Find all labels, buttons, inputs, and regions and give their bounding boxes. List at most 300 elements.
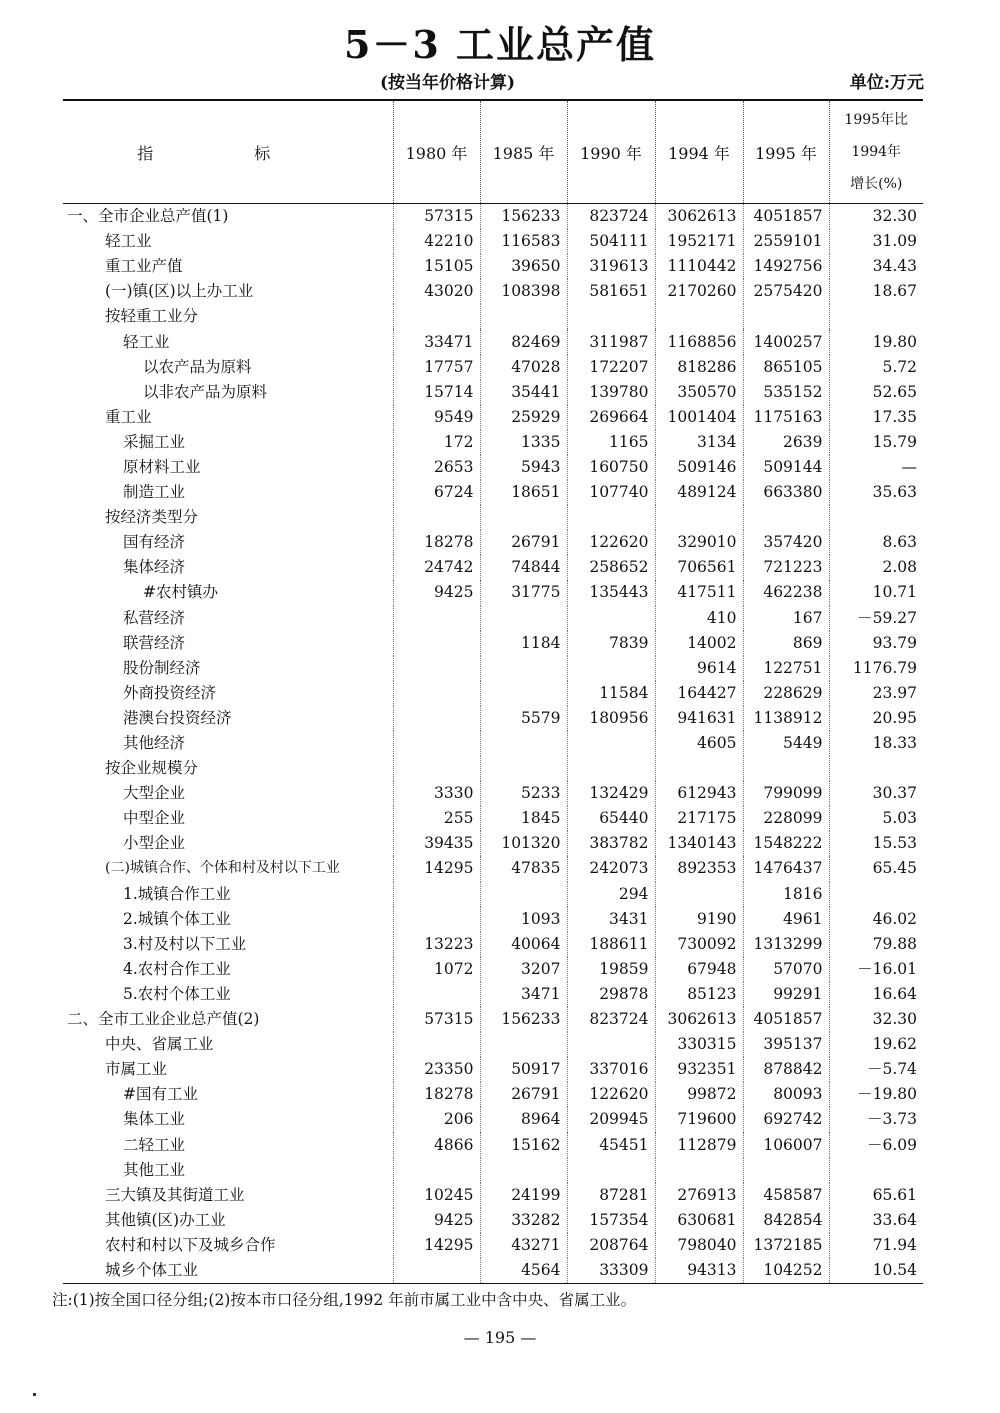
table-cell: 1175163: [743, 405, 829, 430]
table-cell: [743, 505, 829, 530]
table-cell: 932351: [655, 1057, 743, 1082]
table-cell: [743, 756, 829, 781]
row-label: #农村镇办: [143, 583, 218, 602]
table-cell: [567, 1032, 655, 1057]
table-cell: 39650: [480, 254, 567, 279]
row-label: 三大镇及其街道工业: [105, 1185, 245, 1204]
table-cell: 2575420: [743, 279, 829, 304]
table-cell: 42210: [393, 229, 480, 254]
row-label: 农村和村以下及城乡合作: [105, 1235, 276, 1254]
table-cell: [655, 304, 743, 329]
table-cell: [393, 606, 480, 631]
table-cell: [480, 681, 567, 706]
table-cell: 4866: [393, 1132, 480, 1157]
table-cell: －19.80: [829, 1082, 923, 1107]
table-cell: 30.37: [829, 781, 923, 806]
table-cell: [829, 304, 923, 329]
row-label: 中央、省属工业: [105, 1035, 214, 1054]
table-cell: 14295: [393, 856, 480, 881]
table-cell: 15162: [480, 1132, 567, 1157]
table-cell: 82469: [480, 329, 567, 354]
table-cell: 612943: [655, 781, 743, 806]
table-cell: 535152: [743, 380, 829, 405]
table-cell: 122751: [743, 656, 829, 681]
table-cell: 878842: [743, 1057, 829, 1082]
table-cell: 1476437: [743, 856, 829, 881]
table-cell: 1168856: [655, 329, 743, 354]
table-cell: 692742: [743, 1107, 829, 1132]
table-cell: 172: [393, 430, 480, 455]
row-label: 市属工业: [105, 1060, 168, 1079]
table-cell: 34.43: [829, 254, 923, 279]
table-cell: [393, 304, 480, 329]
table-cell: [480, 606, 567, 631]
table-cell: 1313299: [743, 932, 829, 957]
table-cell: －59.27: [829, 606, 923, 631]
col-header-growth: [829, 100, 923, 204]
table-cell: [567, 304, 655, 329]
table-cell: 9190: [655, 907, 743, 932]
table-row: [63, 1082, 923, 1107]
table-cell: 892353: [655, 856, 743, 881]
table-row: [63, 555, 923, 580]
table-cell: 823724: [567, 204, 655, 230]
table-row: [63, 907, 923, 932]
table-row: [63, 229, 923, 254]
table-cell: 31.09: [829, 229, 923, 254]
row-label: 轻工业: [105, 232, 152, 251]
table-cell: 721223: [743, 555, 829, 580]
row-label: 以非农产品为原料: [143, 382, 268, 401]
table-row: [63, 380, 923, 405]
table-cell: 17757: [393, 355, 480, 380]
row-label: 其他镇(区)办工业: [105, 1210, 226, 1229]
table-cell: 65440: [567, 806, 655, 831]
table-cell: 50917: [480, 1057, 567, 1082]
row-label: 外商投资经济: [123, 683, 217, 702]
row-label: 大型企业: [123, 784, 186, 803]
table-cell: 489124: [655, 480, 743, 505]
table-cell: 350570: [655, 380, 743, 405]
table-cell: 5233: [480, 781, 567, 806]
table-cell: 5449: [743, 731, 829, 756]
table-row: [63, 204, 923, 230]
table-cell: 47835: [480, 856, 567, 881]
table-cell: 24742: [393, 555, 480, 580]
table-row: [63, 1233, 923, 1258]
row-label: 采掘工业: [123, 432, 186, 451]
table-cell: 43020: [393, 279, 480, 304]
table-cell: 18278: [393, 530, 480, 555]
table-row: [63, 756, 923, 781]
table-cell: 18651: [480, 480, 567, 505]
table-cell: 26791: [480, 1082, 567, 1107]
growth-header-line-1: 1995年比: [844, 112, 909, 128]
table-cell: 101320: [480, 831, 567, 856]
table-cell: 45451: [567, 1132, 655, 1157]
table-cell: 23350: [393, 1057, 480, 1082]
row-label: 二轻工业: [123, 1135, 186, 1154]
row-label: 重工业产值: [105, 257, 183, 276]
table-row: [63, 631, 923, 656]
table-cell: 209945: [567, 1107, 655, 1132]
table-cell: 188611: [567, 932, 655, 957]
table-row: [63, 254, 923, 279]
table-cell: 4051857: [743, 1007, 829, 1032]
table-cell: 383782: [567, 831, 655, 856]
table-cell: [480, 304, 567, 329]
growth-header-line-3: 增长(%): [850, 176, 903, 192]
row-label: 重工业: [105, 407, 152, 426]
table-cell: 228099: [743, 806, 829, 831]
table-cell: 630681: [655, 1208, 743, 1233]
table-cell: [393, 505, 480, 530]
table-row: [63, 831, 923, 856]
table-cell: 172207: [567, 355, 655, 380]
table-cell: 35.63: [829, 480, 923, 505]
table-row: [63, 1007, 923, 1032]
table-cell: 1110442: [655, 254, 743, 279]
table-cell: 14002: [655, 631, 743, 656]
table-cell: 40064: [480, 932, 567, 957]
table-cell: 25929: [480, 405, 567, 430]
table-cell: 1001404: [655, 405, 743, 430]
table-cell: 57070: [743, 957, 829, 982]
table-cell: 19.80: [829, 329, 923, 354]
table-cell: 1548222: [743, 831, 829, 856]
table-cell: 3330: [393, 781, 480, 806]
table-cell: 730092: [655, 932, 743, 957]
table-cell: 3207: [480, 957, 567, 982]
table-cell: 1372185: [743, 1233, 829, 1258]
table-cell: －3.73: [829, 1107, 923, 1132]
industrial-output-table: [63, 99, 923, 1284]
table-cell: 18278: [393, 1082, 480, 1107]
table-cell: 9425: [393, 1208, 480, 1233]
table-cell: 4051857: [743, 204, 829, 230]
page-number: — 195 —: [463, 1328, 537, 1347]
table-cell: 1093: [480, 907, 567, 932]
table-cell: 206: [393, 1107, 480, 1132]
table-cell: 1492756: [743, 254, 829, 279]
row-label: 轻工业: [123, 332, 170, 351]
row-label: 2.城镇个体工业: [123, 909, 231, 928]
table-cell: 6724: [393, 480, 480, 505]
table-cell: [393, 631, 480, 656]
table-cell: 1138912: [743, 706, 829, 731]
table-cell: [480, 505, 567, 530]
table-cell: 20.95: [829, 706, 923, 731]
table-cell: 509146: [655, 455, 743, 480]
table-cell: 217175: [655, 806, 743, 831]
table-cell: 329010: [655, 530, 743, 555]
table-row: [63, 405, 923, 430]
table-cell: 5.03: [829, 806, 923, 831]
table-cell: 14295: [393, 1233, 480, 1258]
table-cell: 417511: [655, 580, 743, 605]
table-cell: 15105: [393, 254, 480, 279]
table-cell: 869: [743, 631, 829, 656]
table-cell: 9549: [393, 405, 480, 430]
table-cell: 294: [567, 882, 655, 907]
table-cell: 11584: [567, 681, 655, 706]
row-label: 按企业规模分: [105, 759, 199, 778]
table-cell: 16.64: [829, 982, 923, 1007]
table-cell: 258652: [567, 555, 655, 580]
table-row: [63, 681, 923, 706]
unit-label: 单位:万元: [849, 73, 924, 93]
table-row: [63, 1057, 923, 1082]
table-cell: 15.53: [829, 831, 923, 856]
row-label: 国有经济: [123, 533, 186, 552]
table-cell: 1845: [480, 806, 567, 831]
table-cell: 2653: [393, 455, 480, 480]
table-row: [63, 1132, 923, 1157]
table-row: [63, 1208, 923, 1233]
table-cell: 47028: [480, 355, 567, 380]
table-row: [63, 580, 923, 605]
page-title: 5－3 工业总产值: [343, 22, 657, 67]
table-cell: 319613: [567, 254, 655, 279]
row-label: 联营经济: [123, 633, 186, 652]
table-cell: 57315: [393, 204, 480, 230]
table-cell: 3062613: [655, 1007, 743, 1032]
table-cell: [393, 1258, 480, 1284]
table-cell: 8964: [480, 1107, 567, 1132]
table-cell: [480, 731, 567, 756]
table-cell: 79.88: [829, 932, 923, 957]
table-cell: [567, 756, 655, 781]
table-cell: 32.30: [829, 204, 923, 230]
table-cell: [480, 756, 567, 781]
table-cell: 99291: [743, 982, 829, 1007]
table-cell: 43271: [480, 1233, 567, 1258]
table-cell: [480, 1158, 567, 1183]
table-cell: 122620: [567, 1082, 655, 1107]
table-cell: 509144: [743, 455, 829, 480]
table-row: [63, 1183, 923, 1208]
table-cell: 180956: [567, 706, 655, 731]
col-header-1985: 1985 年: [480, 100, 567, 204]
table-cell: 719600: [655, 1107, 743, 1132]
table-row: [63, 882, 923, 907]
table-row: [63, 1158, 923, 1183]
table-cell: －5.74: [829, 1057, 923, 1082]
table-cell: 99872: [655, 1082, 743, 1107]
table-row: [63, 304, 923, 329]
row-label: 港澳台投资经济: [123, 708, 232, 727]
row-label: 一、全市企业总产值(1): [67, 207, 229, 226]
table-cell: 33.64: [829, 1208, 923, 1233]
table-cell: 33309: [567, 1258, 655, 1284]
table-cell: [393, 681, 480, 706]
table-cell: 799099: [743, 781, 829, 806]
table-row: [63, 1032, 923, 1057]
table-cell: 157354: [567, 1208, 655, 1233]
table-cell: 842854: [743, 1208, 829, 1233]
table-cell: 581651: [567, 279, 655, 304]
row-label: 股份制经济: [123, 658, 201, 677]
row-label: 私营经济: [123, 608, 186, 627]
row-label: 1.城镇合作工业: [123, 884, 231, 903]
table-cell: 3134: [655, 430, 743, 455]
table-cell: 106007: [743, 1132, 829, 1157]
table-cell: 132429: [567, 781, 655, 806]
table-cell: 337016: [567, 1057, 655, 1082]
row-label: 4.农村合作工业: [123, 959, 231, 978]
table-cell: [743, 1158, 829, 1183]
table-row: [63, 1107, 923, 1132]
table-row: [63, 856, 923, 881]
table-cell: 18.33: [829, 731, 923, 756]
table-cell: 160750: [567, 455, 655, 480]
table-cell: 1072: [393, 957, 480, 982]
table-cell: 4564: [480, 1258, 567, 1284]
table-cell: 663380: [743, 480, 829, 505]
table-cell: [829, 1158, 923, 1183]
table-cell: 5579: [480, 706, 567, 731]
table-cell: [567, 1158, 655, 1183]
table-cell: 15.79: [829, 430, 923, 455]
table-cell: 504111: [567, 229, 655, 254]
row-label: 小型企业: [123, 834, 186, 853]
growth-header-line-2: 1994年: [851, 144, 902, 160]
table-cell: 228629: [743, 681, 829, 706]
table-cell: 10.54: [829, 1258, 923, 1284]
table-cell: [393, 907, 480, 932]
table-cell: [567, 606, 655, 631]
table-cell: 80093: [743, 1082, 829, 1107]
table-cell: [480, 656, 567, 681]
table-cell: 71.94: [829, 1233, 923, 1258]
table-row: [63, 430, 923, 455]
table-cell: [393, 706, 480, 731]
table-cell: 357420: [743, 530, 829, 555]
table-row: [63, 1258, 923, 1284]
table-cell: 164427: [655, 681, 743, 706]
row-label: 制造工业: [123, 483, 186, 502]
table-cell: 311987: [567, 329, 655, 354]
table-cell: 46.02: [829, 907, 923, 932]
row-label: 其他经济: [123, 734, 186, 753]
table-cell: 9614: [655, 656, 743, 681]
row-label: 集体经济: [123, 558, 186, 577]
table-cell: [829, 505, 923, 530]
col-header-1990: 1990 年: [567, 100, 655, 204]
table-cell: 798040: [655, 1233, 743, 1258]
col-header-1995: 1995 年: [743, 100, 829, 204]
table-cell: 3471: [480, 982, 567, 1007]
table-cell: [393, 1158, 480, 1183]
table-cell: 15714: [393, 380, 480, 405]
table-cell: 17.35: [829, 405, 923, 430]
table-subtitle: (按当年价格计算): [380, 73, 516, 93]
table-cell: 13223: [393, 932, 480, 957]
table-cell: 3062613: [655, 204, 743, 230]
row-label: 其他工业: [123, 1160, 186, 1179]
table-row: [63, 505, 923, 530]
table-cell: [393, 756, 480, 781]
row-label: 5.农村个体工业: [123, 984, 231, 1003]
table-cell: [655, 882, 743, 907]
table-row: [63, 480, 923, 505]
table-cell: 1165: [567, 430, 655, 455]
table-cell: 1340143: [655, 831, 743, 856]
table-cell: 167: [743, 606, 829, 631]
table-cell: 26791: [480, 530, 567, 555]
table-row: [63, 329, 923, 354]
table-cell: 116583: [480, 229, 567, 254]
table-cell: 208764: [567, 1233, 655, 1258]
table-cell: [480, 882, 567, 907]
table-cell: 32.30: [829, 1007, 923, 1032]
table-cell: [393, 1032, 480, 1057]
table-cell: 112879: [655, 1132, 743, 1157]
table-cell: 5943: [480, 455, 567, 480]
table-cell: [393, 731, 480, 756]
table-cell: [567, 731, 655, 756]
table-cell: [655, 756, 743, 781]
table-row: [63, 279, 923, 304]
table-cell: 74844: [480, 555, 567, 580]
table-cell: [567, 505, 655, 530]
table-cell: 29878: [567, 982, 655, 1007]
table-cell: 139780: [567, 380, 655, 405]
row-label: #国有工业: [123, 1085, 198, 1104]
table-cell: 2639: [743, 430, 829, 455]
table-cell: 57315: [393, 1007, 480, 1032]
row-label: 按轻重工业分: [105, 307, 199, 326]
row-label: 集体工业: [123, 1110, 186, 1129]
table-row: [63, 355, 923, 380]
table-cell: 33471: [393, 329, 480, 354]
table-cell: 7839: [567, 631, 655, 656]
table-cell: 410: [655, 606, 743, 631]
table-cell: 458587: [743, 1183, 829, 1208]
table-cell: 10245: [393, 1183, 480, 1208]
table-row: [63, 455, 923, 480]
table-cell: 242073: [567, 856, 655, 881]
table-cell: 2170260: [655, 279, 743, 304]
table-cell: 1184: [480, 631, 567, 656]
table-cell: [829, 756, 923, 781]
table-cell: 94313: [655, 1258, 743, 1284]
table-cell: 823724: [567, 1007, 655, 1032]
table-cell: [567, 656, 655, 681]
table-cell: 4961: [743, 907, 829, 932]
table-cell: [393, 656, 480, 681]
table-cell: 67948: [655, 957, 743, 982]
row-label: 城乡个体工业: [63, 1258, 393, 1284]
table-cell: [743, 304, 829, 329]
col-header-1994: 1994 年: [655, 100, 743, 204]
table-cell: 156233: [480, 1007, 567, 1032]
table-cell: 156233: [480, 204, 567, 230]
table-cell: 818286: [655, 355, 743, 380]
row-label: (一)镇(区)以上办工业: [105, 282, 254, 301]
table-row: [63, 932, 923, 957]
table-cell: 8.63: [829, 530, 923, 555]
table-cell: 10.71: [829, 580, 923, 605]
table-row: [63, 606, 923, 631]
table-cell: 107740: [567, 480, 655, 505]
row-label: 3.村及村以下工业: [123, 934, 247, 953]
table-cell: 2559101: [743, 229, 829, 254]
row-label: 原材料工业: [123, 457, 201, 476]
table-cell: －16.01: [829, 957, 923, 982]
table-cell: 135443: [567, 580, 655, 605]
table-cell: 4605: [655, 731, 743, 756]
